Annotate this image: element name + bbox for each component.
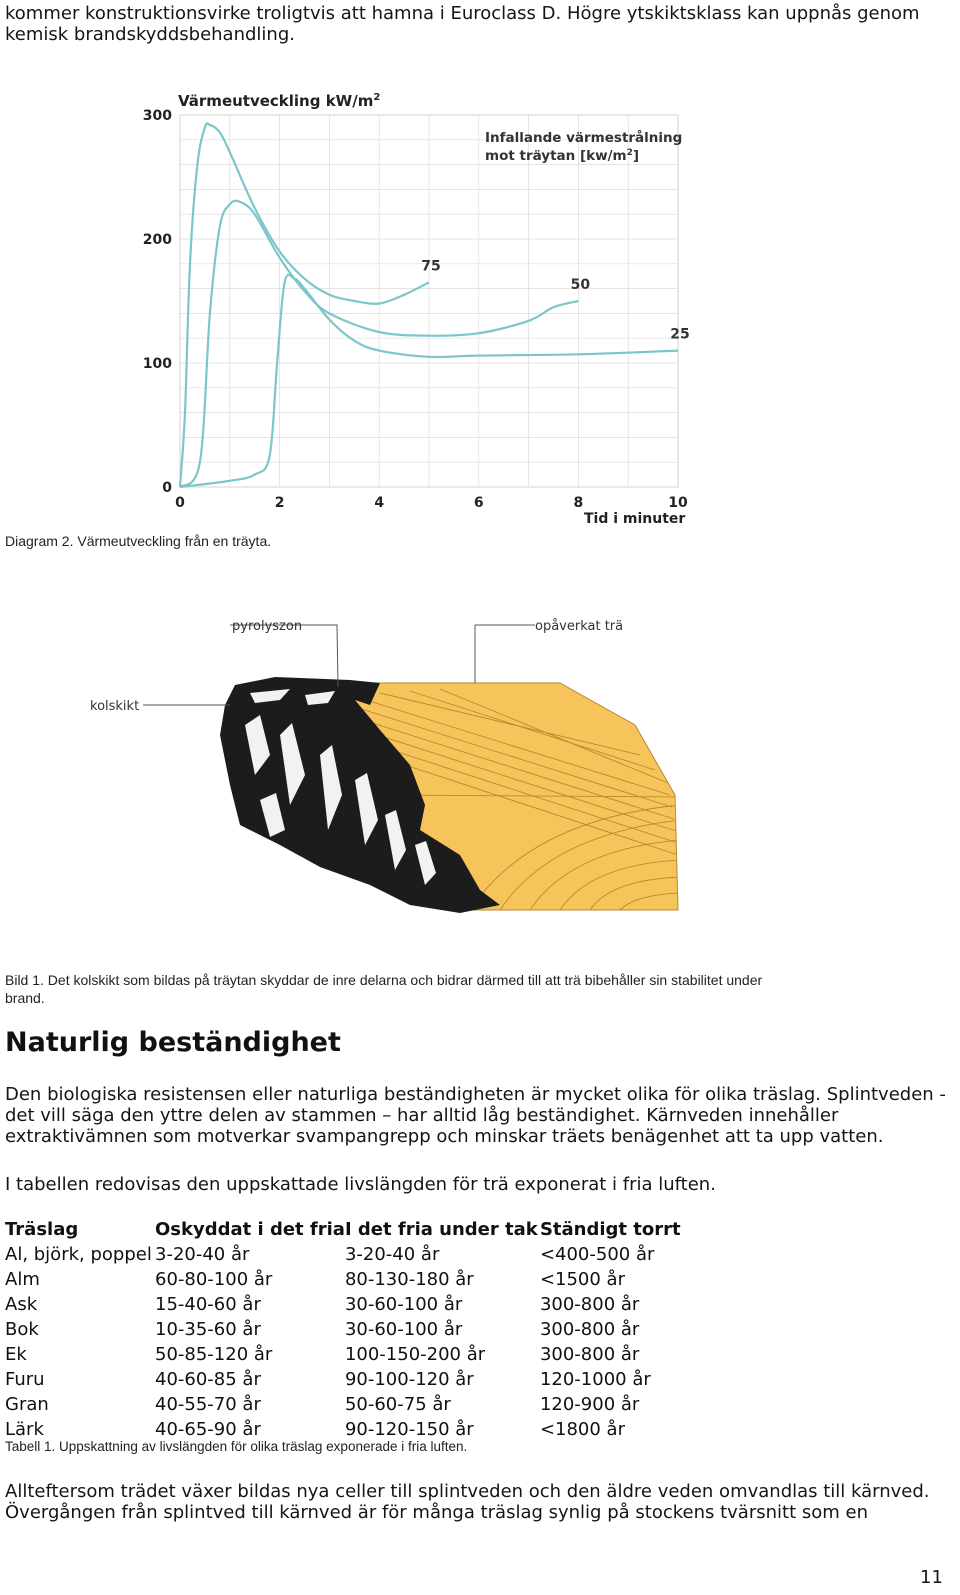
- table-row: [5, 1317, 690, 1342]
- table-row: [5, 1267, 690, 1292]
- table-caption: Tabell 1. Uppskattning av livslängden för olika träslag exponerade i fria luften.: [5, 1439, 468, 1454]
- x-tick-label: 6: [473, 495, 484, 511]
- table-cell: Ek: [5, 1344, 27, 1365]
- x-tick-label: 4: [374, 495, 385, 511]
- table-cell: Gran: [5, 1394, 49, 1415]
- label-kolskikt: kolskikt: [90, 699, 140, 714]
- table-cell: Ask: [5, 1294, 38, 1315]
- section-paragraph-2: I tabellen redovisas den uppskattade livslängden för trä exponerat i fria luften.: [5, 1174, 716, 1195]
- table-cell: 50-85-120 år: [155, 1344, 273, 1365]
- image-caption: [5, 971, 945, 1007]
- table-cell: 3-20-40 år: [155, 1244, 250, 1265]
- x-tick-label: 8: [573, 495, 584, 511]
- paragraph-line: extraktivämnen som motverkar svampangrepp och minskar träets benägenhet att ta upp vatten.: [5, 1126, 884, 1147]
- table-cell: 3-20-40 år: [344, 1244, 440, 1265]
- table-header-cell: Oskyddat i det fria: [155, 1219, 345, 1240]
- table-cell: 90-100-120 år: [344, 1369, 474, 1390]
- table-header-row: [5, 1217, 690, 1242]
- page-number: 11: [920, 1567, 943, 1588]
- table-cell: 300-800 år: [539, 1319, 640, 1340]
- table-cell: 30-60-100 år: [344, 1294, 463, 1315]
- closing-paragraph: [5, 1481, 930, 1523]
- table-cell: 120-900 år: [539, 1394, 640, 1415]
- series-label-50: 50: [570, 277, 591, 293]
- y-tick-label: 300: [142, 108, 172, 124]
- table-header-cell: I det fria under tak: [344, 1219, 538, 1240]
- table-cell: 15-40-60 år: [155, 1294, 261, 1315]
- table-cell: 80-130-180 år: [344, 1269, 474, 1290]
- paragraph-line: Övergången från splintved till kärnved är för många träslag synlig på stockens tvärsnitt som en: [5, 1502, 868, 1523]
- table-row: [5, 1392, 690, 1417]
- paragraph-line: det vill säga den yttre delen av stammen – har alltid låg beständighet. Kärnveden innehåller: [5, 1105, 839, 1126]
- table-row: [5, 1342, 690, 1367]
- table-cell: <400-500 år: [539, 1244, 655, 1265]
- intro-line-2: kemisk brandskyddsbehandling.: [5, 24, 295, 45]
- table-cell: Al, björk, poppel: [5, 1244, 152, 1265]
- y-tick-label: 100: [142, 356, 172, 372]
- section-paragraph-1: [5, 1084, 950, 1147]
- image-caption-line-2: brand.: [5, 990, 45, 1006]
- table-cell: 300-800 år: [539, 1344, 640, 1365]
- table-cell: Bok: [5, 1319, 39, 1340]
- diagram-caption: Diagram 2. Värmeutveckling från en träyta.: [5, 533, 272, 549]
- section-heading: Naturlig beständighet: [5, 1027, 341, 1058]
- intro-line-1: kommer konstruktionsvirke troligtvis att hamna i Euroclass D. Högre ytskiktsklass kan uppnås genom: [5, 3, 920, 24]
- table-header-cell: Ständigt torrt: [539, 1219, 681, 1240]
- table-row: [5, 1242, 690, 1267]
- intro-paragraph: [5, 3, 920, 45]
- table-cell: Lärk: [5, 1419, 44, 1440]
- table-cell: <1800 år: [539, 1419, 625, 1440]
- paragraph-line: Allteftersom trädet växer bildas nya celler till splintveden och den äldre veden omvandlas till kärnved.: [5, 1481, 930, 1502]
- chart-annotation-line-2: mot träytan $[kw/m^2]$: [485, 148, 640, 164]
- y-tick-label: 200: [142, 232, 172, 248]
- charred-wood-illustration: [80, 605, 690, 925]
- chart-title: Värmeutveckling $kW/m^2$: [178, 92, 381, 110]
- label-pyrolyszon: pyrolyszon: [232, 619, 303, 634]
- table-cell: 100-150-200 år: [344, 1344, 486, 1365]
- x-tick-label: 0: [175, 495, 185, 511]
- table-cell: 120-1000 år: [539, 1369, 651, 1390]
- table-cell: 10-35-60 år: [155, 1319, 261, 1340]
- series-label-25: 25: [670, 326, 690, 343]
- table-cell: 40-65-90 år: [155, 1419, 261, 1440]
- table-cell: <1500 år: [539, 1269, 625, 1290]
- chart-x-label: Tid i minuter: [584, 511, 686, 527]
- series-label-75: 75: [421, 258, 441, 275]
- series-line-75: [180, 123, 429, 487]
- table-cell: Furu: [5, 1369, 45, 1390]
- table-cell: 30-60-100 år: [344, 1319, 463, 1340]
- table-cell: 300-800 år: [539, 1294, 640, 1315]
- image-caption-line-1: Bild 1. Det kolskikt som bildas på träytan skyddar de inre delarna och bidrar därmed till att trä bibehåller sin stabilitet under: [5, 972, 763, 988]
- label-opaverkat-tra: opåverkat trä: [535, 619, 624, 634]
- table-cell: 40-60-85 år: [155, 1369, 261, 1390]
- y-tick-label: 0: [162, 480, 172, 496]
- x-tick-label: 2: [274, 495, 285, 511]
- chart-axes: [143, 108, 688, 511]
- table-cell: 90-120-150 år: [344, 1419, 474, 1440]
- heat-release-chart: [140, 80, 700, 530]
- paragraph-line: Den biologiska resistensen eller naturliga beständigheten är mycket olika för olika träslag. Splintveden -: [5, 1084, 946, 1105]
- table-cell: Alm: [5, 1269, 40, 1290]
- chart-series: [180, 123, 690, 487]
- table-cell: 40-55-70 år: [155, 1394, 261, 1415]
- chart-annotation-line-1: Infallande värmestrålning: [485, 130, 683, 146]
- table-row: [5, 1367, 690, 1392]
- chart-grid: [180, 115, 678, 487]
- table-row: [5, 1292, 690, 1317]
- table-header-cell: Träslag: [5, 1219, 79, 1240]
- durability-table: [5, 1217, 690, 1442]
- table-cell: 50-60-75 år: [344, 1394, 451, 1415]
- x-tick-label: 10: [668, 495, 688, 511]
- table-cell: 60-80-100 år: [155, 1269, 273, 1290]
